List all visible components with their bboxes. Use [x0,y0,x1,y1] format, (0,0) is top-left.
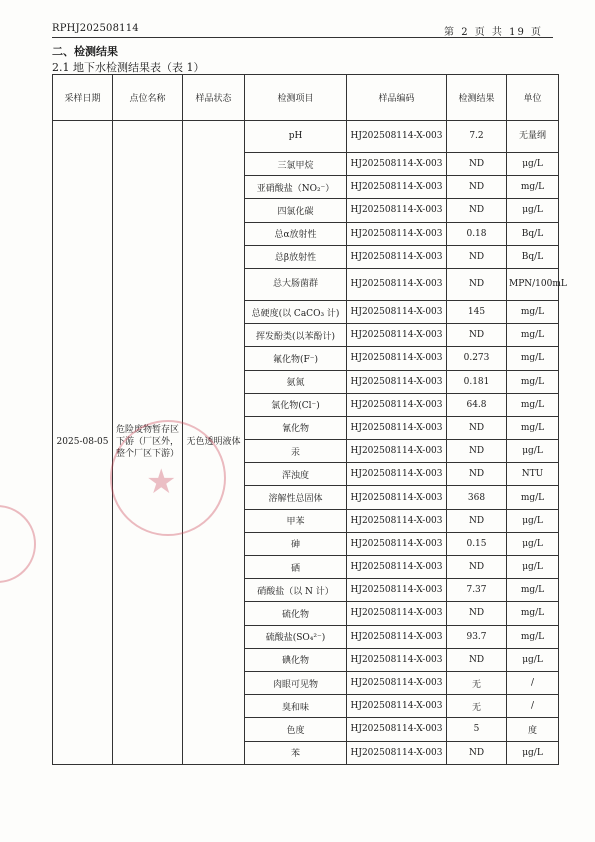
item-cell: 浑浊度 [245,463,347,486]
result-cell: 5 [447,718,507,741]
sample-date-cell: 2025-08-05 [53,121,113,765]
unit-cell: μg/L [507,509,559,532]
seal-star-icon: ★ [146,462,177,502]
sample-code-cell: HJ202508114-X-003 [347,416,447,439]
item-cell: 苯 [245,741,347,764]
unit-cell: mg/L [507,416,559,439]
col-header: 样品状态 [183,75,245,121]
sample-code-cell: HJ202508114-X-003 [347,556,447,579]
sample-code-cell: HJ202508114-X-003 [347,324,447,347]
result-cell: ND [447,463,507,486]
sample-code-cell: HJ202508114-X-003 [347,602,447,625]
sample-code-cell: HJ202508114-X-003 [347,440,447,463]
result-cell: ND [447,509,507,532]
table-header-row [53,75,559,121]
section-title: 二、检测结果 [52,45,118,58]
unit-cell: μg/L [507,556,559,579]
sample-code-cell: HJ202508114-X-003 [347,222,447,245]
unit-cell: mg/L [507,625,559,648]
result-cell: 7.2 [447,121,507,153]
unit-cell: μg/L [507,532,559,555]
unit-cell: mg/L [507,324,559,347]
result-cell: ND [447,440,507,463]
page-indicator: 第 2 页 共 19 页 [444,27,543,38]
unit-cell: mg/L [507,393,559,416]
result-cell: 64.8 [447,393,507,416]
sample-code-cell: HJ202508114-X-003 [347,268,447,300]
unit-cell: mg/L [507,176,559,199]
unit-cell: mg/L [507,602,559,625]
col-header: 样品编码 [347,75,447,121]
item-cell: 三氯甲烷 [245,153,347,176]
unit-cell: mg/L [507,347,559,370]
unit-cell: mg/L [507,300,559,323]
result-cell: ND [447,268,507,300]
sample-code-cell: HJ202508114-X-003 [347,347,447,370]
sample-code-cell: HJ202508114-X-003 [347,245,447,268]
item-cell: 亚硝酸盐（NO₂⁻） [245,176,347,199]
result-cell: ND [447,416,507,439]
sample-code-cell: HJ202508114-X-003 [347,463,447,486]
item-cell: 碘化物 [245,648,347,671]
sample-code-cell: HJ202508114-X-003 [347,695,447,718]
report-number: RPHJ202508114 [52,23,139,34]
unit-cell: mg/L [507,486,559,509]
result-cell: 无 [447,671,507,694]
result-cell: ND [447,176,507,199]
result-cell: 145 [447,300,507,323]
results-table [52,74,567,765]
col-header: 检测项目 [245,75,347,121]
col-header: 检测结果 [447,75,507,121]
unit-cell: mg/L [507,579,559,602]
edge-seal-stamp [0,505,36,583]
result-cell: 无 [447,695,507,718]
item-cell: 挥发酚类(以苯酚计) [245,324,347,347]
result-cell: 0.15 [447,532,507,555]
table-title: 2.1 地下水检测结果表（表 1） [52,61,205,74]
item-cell: 色度 [245,718,347,741]
result-cell: ND [447,741,507,764]
unit-cell: μg/L [507,741,559,764]
sample-state-cell: 无色透明液体 [183,121,245,765]
unit-cell: / [507,695,559,718]
sample-code-cell: HJ202508114-X-003 [347,121,447,153]
item-cell: 四氯化碳 [245,199,347,222]
item-cell: 臭和味 [245,695,347,718]
unit-cell: μg/L [507,153,559,176]
item-cell: 总α放射性 [245,222,347,245]
item-cell: 硫化物 [245,602,347,625]
result-cell: ND [447,324,507,347]
col-header: 采样日期 [53,75,113,121]
sample-code-cell: HJ202508114-X-003 [347,509,447,532]
result-cell: 7.37 [447,579,507,602]
item-cell: 硫酸盐(SO₄²⁻) [245,625,347,648]
item-cell: 总β放射性 [245,245,347,268]
result-cell: 0.273 [447,347,507,370]
unit-cell: / [507,671,559,694]
item-cell: 肉眼可见物 [245,671,347,694]
result-cell: 0.181 [447,370,507,393]
unit-cell: Bq/L [507,245,559,268]
item-cell: 硒 [245,556,347,579]
result-cell: ND [447,556,507,579]
sample-code-cell: HJ202508114-X-003 [347,393,447,416]
result-cell: ND [447,648,507,671]
item-cell: 氨氮 [245,370,347,393]
unit-cell: μg/L [507,440,559,463]
result-cell: ND [447,245,507,268]
sample-code-cell: HJ202508114-X-003 [347,176,447,199]
unit-cell: μg/L [507,199,559,222]
col-header: 点位名称 [113,75,183,121]
sample-code-cell: HJ202508114-X-003 [347,532,447,555]
site-name-cell: 危险废物暂存区下游（厂区外，整个厂区下游） [113,121,183,765]
sample-code-cell: HJ202508114-X-003 [347,625,447,648]
item-cell: 氟化物(F⁻) [245,347,347,370]
unit-cell: Bq/L [507,222,559,245]
unit-cell: 度 [507,718,559,741]
col-header: 单位 [507,75,559,121]
unit-cell: mg/L [507,370,559,393]
item-cell: 总大肠菌群 [245,268,347,300]
sample-code-cell: HJ202508114-X-003 [347,718,447,741]
item-cell: 总硬度(以 CaCO₃ 计) [245,300,347,323]
sample-code-cell: HJ202508114-X-003 [347,741,447,764]
result-cell: 0.18 [447,222,507,245]
item-cell: 氰化物 [245,416,347,439]
item-cell: pH [245,121,347,153]
sample-code-cell: HJ202508114-X-003 [347,579,447,602]
unit-cell: 无量纲 [507,121,559,153]
result-cell: ND [447,153,507,176]
result-cell: 93.7 [447,625,507,648]
item-cell: 溶解性总固体 [245,486,347,509]
sample-code-cell: HJ202508114-X-003 [347,486,447,509]
sample-code-cell: HJ202508114-X-003 [347,370,447,393]
sample-code-cell: HJ202508114-X-003 [347,153,447,176]
unit-cell: μg/L [507,648,559,671]
header-divider [52,37,553,38]
item-cell: 砷 [245,532,347,555]
item-cell: 氯化物(Cl⁻) [245,393,347,416]
unit-cell: MPN/100mL [507,268,559,300]
sample-code-cell: HJ202508114-X-003 [347,648,447,671]
table-row [53,121,559,153]
item-cell: 甲苯 [245,509,347,532]
result-cell: ND [447,199,507,222]
sample-code-cell: HJ202508114-X-003 [347,671,447,694]
item-cell: 汞 [245,440,347,463]
sample-code-cell: HJ202508114-X-003 [347,300,447,323]
result-cell: 368 [447,486,507,509]
item-cell: 硝酸盐（以 N 计） [245,579,347,602]
sample-code-cell: HJ202508114-X-003 [347,199,447,222]
result-cell: ND [447,602,507,625]
unit-cell: NTU [507,463,559,486]
table-body [53,121,567,765]
